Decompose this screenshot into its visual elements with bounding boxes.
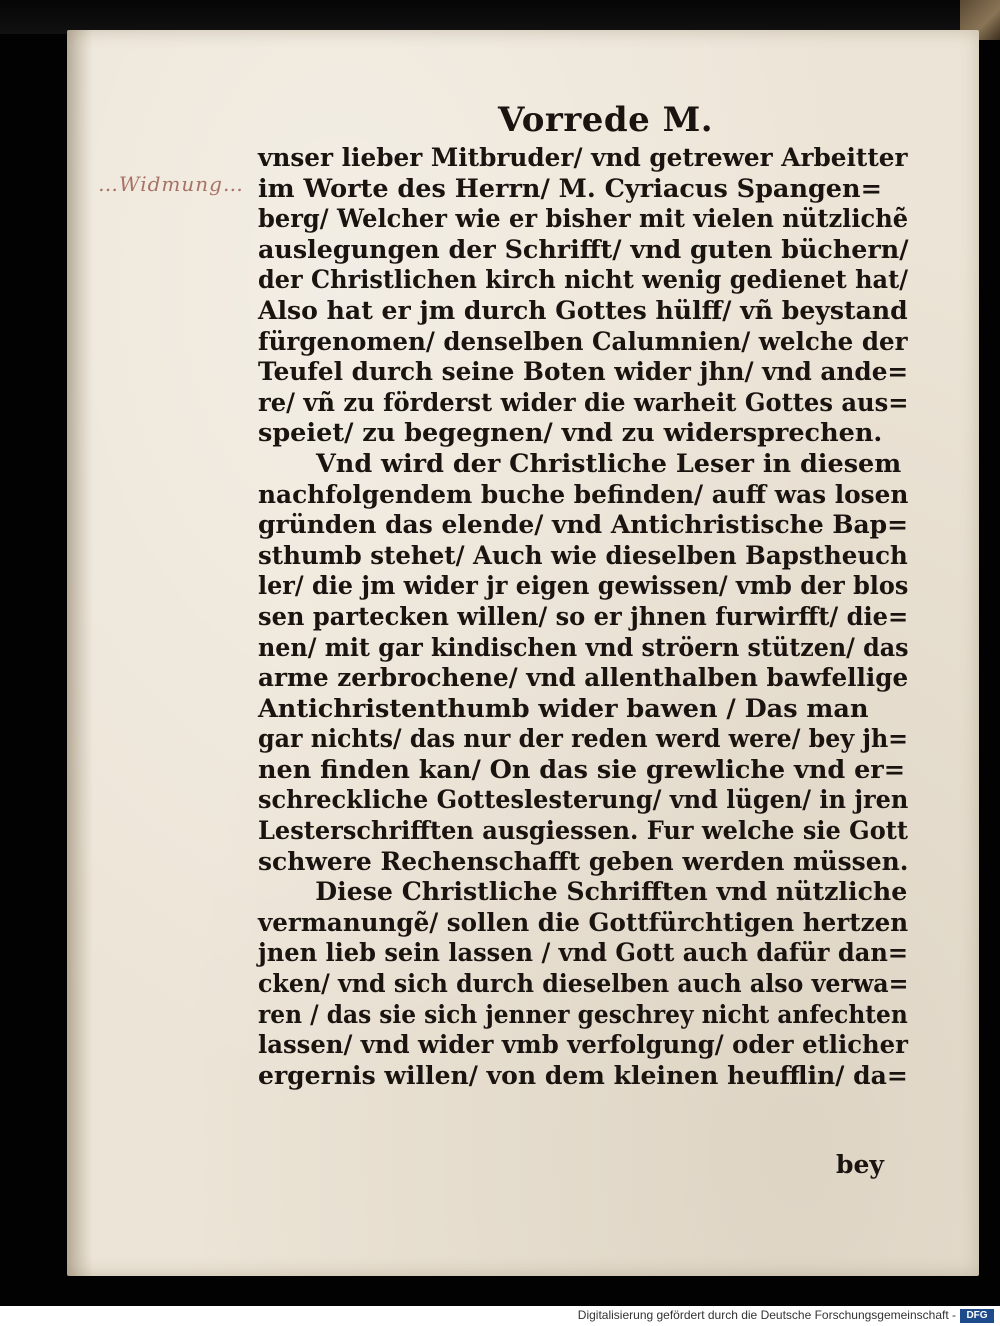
text-line: schreckliche Gotteslesterung/ vnd lügen/ in jren bbox=[258, 785, 909, 816]
marginal-note: …Widmung… bbox=[98, 172, 244, 196]
text-line: schwere Rechenschafft geben werden müssen. bbox=[258, 846, 909, 877]
text-line: Also hat er jm durch Gottes hülff/ vñ beystand bbox=[258, 295, 908, 326]
text-line: nen/ mit gar kindischen vnd ströern stützen/ das bbox=[258, 632, 909, 663]
text-line: speiet/ zu begegnen/ vnd zu widersprechen. bbox=[258, 418, 883, 449]
text-line: ergernis willen/ von dem kleinen heufflin/ da= bbox=[258, 1060, 908, 1091]
text-line: fürgenomen/ denselben Calumnien/ welche der bbox=[258, 326, 908, 357]
text-line: gar nichts/ das nur der reden werd were/ bey jh= bbox=[258, 724, 909, 755]
text-line: berg/ Welcher wie er bisher mit vielen nützlichẽ bbox=[258, 204, 909, 235]
text-line: vnser lieber Mitbruder/ vnd getrewer Arbeitter bbox=[258, 143, 908, 173]
text-line: Lesterschrifften ausgiessen. Fur welche sie Gott bbox=[258, 816, 908, 847]
text-line-paragraph-start: Vnd wird der Christliche Leser in diesem bbox=[316, 448, 902, 479]
text-line: arme zerbrochene/ vnd allenthalben bawfellige bbox=[258, 663, 909, 694]
text-line: Antichristenthumb wider bawen / Das man bbox=[258, 693, 869, 724]
body-text bbox=[258, 143, 908, 1091]
text-line: ler/ die jm wider jr eigen gewissen/ vmb der blos bbox=[258, 571, 909, 602]
text-line: sthumb stehet/ Auch wie dieselben Bapstheuch bbox=[258, 540, 908, 571]
text-line: nen finden kan/ On das sie grewliche vnd er= bbox=[258, 754, 906, 785]
text-line: jnen lieb sein lassen / vnd Gott auch dafür dan= bbox=[258, 938, 909, 969]
text-line: auslegungen der Schrifft/ vnd guten büchern/ bbox=[258, 234, 909, 265]
text-line: im Worte des Herrn/ M. Cyriacus Spangen= bbox=[258, 173, 882, 204]
text-line: nachfolgendem buche befinden/ auff was losen bbox=[258, 479, 909, 510]
dfg-logo[interactable]: DFG bbox=[960, 1309, 994, 1323]
text-line: lassen/ vnd wider vmb verfolgung/ oder etlicher bbox=[258, 1030, 908, 1061]
running-header: Vorrede M. bbox=[498, 100, 714, 140]
text-line: re/ vñ zu förderst wider die warheit Gottes aus= bbox=[258, 387, 909, 418]
text-line-paragraph-start: Diese Christliche Schrifften vnd nützliche bbox=[315, 877, 908, 908]
text-line: gründen das elende/ vnd Antichristische Bap= bbox=[258, 510, 909, 541]
text-line: der Christlichen kirch nicht wenig gedienet hat/ bbox=[258, 265, 908, 296]
text-line: Teufel durch seine Boten wider jhn/ vnd ande= bbox=[258, 357, 909, 388]
text-line: ren / das sie sich jenner geschrey nicht anfechten bbox=[258, 999, 908, 1030]
catchword: bey bbox=[836, 1150, 884, 1179]
text-line: vermanungẽ/ sollen die Gottfürchtigen hertzen bbox=[258, 907, 909, 938]
text-line: cken/ vnd sich durch dieselben auch also verwa= bbox=[258, 969, 909, 1000]
footer-credit: Digitalisierung gefördert durch die Deutsche Forschungsgemeinschaft - bbox=[577, 1308, 956, 1322]
book-board bbox=[0, 0, 1000, 34]
text-line: sen partecken willen/ so er jhnen furwirfft/ die= bbox=[258, 601, 909, 632]
